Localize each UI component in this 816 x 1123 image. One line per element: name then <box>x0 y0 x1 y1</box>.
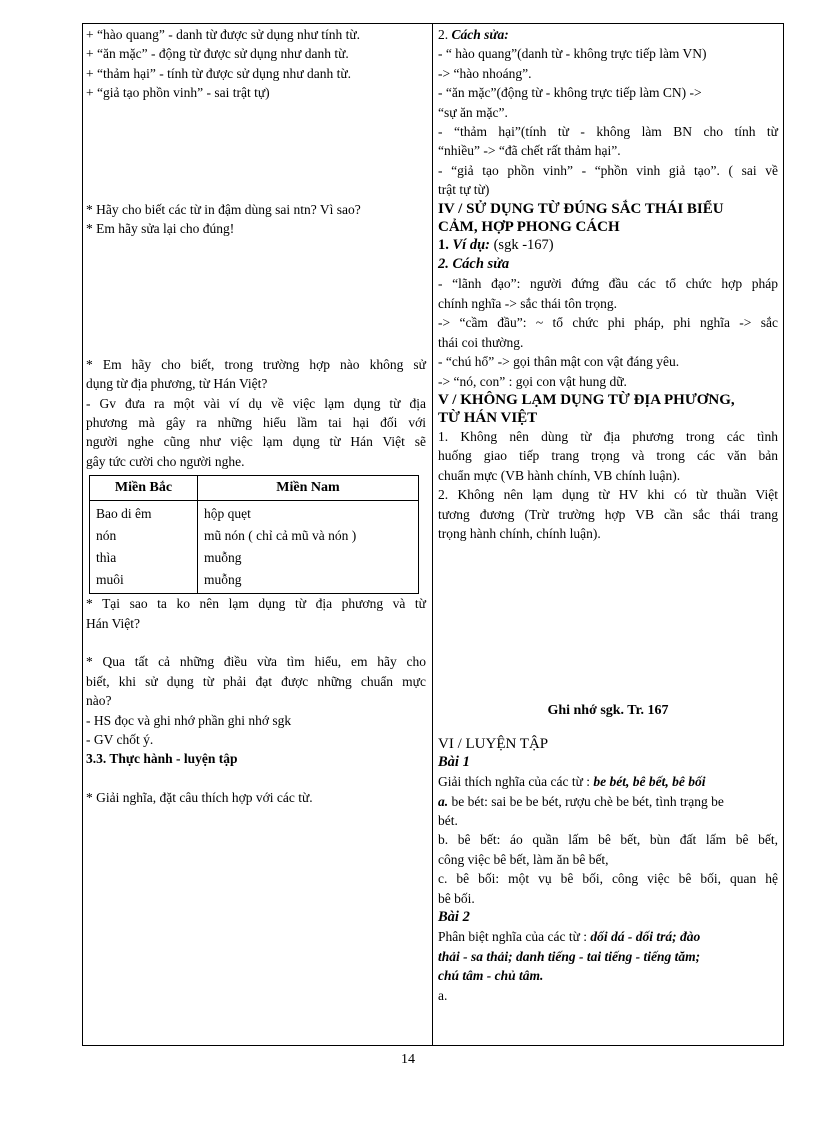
question: Hán Việt? <box>86 615 141 631</box>
item-c-line: bê bối. <box>438 890 475 906</box>
fix-title-2: 2. Cách sửa <box>438 256 510 273</box>
sec5-line: tương đương (Trừ trường hợp VB cần sắc thái trang <box>438 506 778 522</box>
example-label: Ví dụ: <box>452 236 490 253</box>
sec5-line: trọng hành chính, chính luận). <box>438 525 601 541</box>
gv-note: phương mà gây ra những hiểu lầm tai hại đối với <box>86 414 426 430</box>
sec4-line: -> “cầm đầu”: ~ tổ chức phi pháp, phi nghĩa -> sắc <box>438 315 778 331</box>
north-words <box>90 501 198 594</box>
item-a-label: a. <box>438 987 448 1003</box>
hs-note: - HS đọc và ghi nhớ phần ghi nhớ sgk <box>86 712 292 728</box>
example-ref: (sgk -167) <box>489 236 554 253</box>
item-b-line: b. bê bết: áo quần lấm bê bết, bùn đất lấm bê bết, <box>438 832 778 848</box>
question: biết, khi sử dụng từ phải đạt được những chuẩn mực <box>86 673 426 689</box>
memo-note: Ghi nhớ sgk. Tr. 167 <box>547 703 669 719</box>
fix-number: 2. <box>438 27 452 42</box>
page-number: 14 <box>401 1052 415 1067</box>
fix-line: - “thảm hại”(tính từ - không làm BN cho tính từ <box>438 124 778 140</box>
sec4-line: -> “nó, con” : gọi con vật hung dữ. <box>438 373 627 389</box>
question: * Em hãy cho biết, trong trường hợp nào không sử <box>86 356 426 372</box>
right-column <box>438 25 778 1005</box>
north-word: nón <box>96 528 117 544</box>
item-a-label: a. <box>438 793 449 809</box>
gv-note: - GV chốt ý. <box>86 732 154 747</box>
sec4-line: - “lãnh đạo”: người đứng đầu các tổ chức hợp pháp <box>438 276 778 292</box>
fix-line: - “ hào quang”(danh từ - không trực tiếp làm VN) <box>438 46 707 62</box>
south-word: muỗng <box>204 550 242 566</box>
exercise-2-prompt: Phân biệt nghĩa của các từ : <box>438 929 591 945</box>
sec5-line: chuẩn mực (VB hành chính, VB chính luận). <box>438 467 681 483</box>
fix-line: “sự ăn mặc”. <box>438 104 508 120</box>
table-header-south: Miền Nam <box>198 476 419 501</box>
note-line: + “hào quang” - danh từ được sử dụng như tính từ. <box>86 27 361 42</box>
south-word: hộp quẹt <box>204 506 251 522</box>
question: dụng từ địa phương, từ Hán Việt? <box>86 376 268 392</box>
question: nào? <box>86 693 112 709</box>
item-a-text: bét. <box>438 812 458 828</box>
sec5-line: 1. Không nên dùng từ địa phương trong các tình <box>438 428 778 444</box>
exercise-2-words: dối dá - dối trá; đào <box>590 929 701 945</box>
exercise-1-prompt: Giải thích nghĩa của các từ : <box>438 774 594 790</box>
sec5-line: 2. Không nên lạm dụng từ HV khi có từ thuần Việt <box>438 487 778 503</box>
section-heading-v: TỪ HÁN VIỆT <box>438 409 538 426</box>
gv-note: gây tức cười cho người nghe. <box>86 453 245 469</box>
exercise-2-words: chú tâm - chủ tâm. <box>438 968 544 984</box>
fix-line: -> “hào nhoáng”. <box>438 65 532 81</box>
exercise-2-title: Bài 2 <box>438 909 470 925</box>
note-line: + “thảm hại” - tính từ được sử dụng như danh từ. <box>86 65 352 81</box>
sec5-line: huống giao tiếp trang trọng và trong các văn bản <box>438 448 778 464</box>
fix-line: - “ăn mặc”(động từ - không trực tiếp làm CN) -> <box>438 85 702 101</box>
exercise-1-title: Bài 1 <box>438 753 470 770</box>
item-a-text: be bét: sai be be bét, rượu chè be bét, tình trạng be <box>448 793 724 809</box>
section-heading-vi: VI / LUYỆN TẬP <box>438 735 549 752</box>
section-title: 3.3. Thực hành - luyện tập <box>86 751 238 767</box>
gv-note: - Gv đưa ra một vài ví dụ về việc lạm dụng từ địa <box>86 395 426 411</box>
question: * Hãy cho biết các từ in đậm dùng sai ntn? Vì sao? <box>86 201 361 217</box>
fix-line: “nhiều” -> “đã chết rất thảm hại”. <box>438 143 621 159</box>
north-word: muôi <box>96 572 124 588</box>
column-divider <box>432 23 433 1046</box>
table-header-north: Miền Bắc <box>90 476 198 501</box>
gv-note: người nghe cũng như việc lạm dụng từ Hán Việt sẽ <box>86 434 426 450</box>
note-line: + “ăn mặc” - động từ được sử dụng như danh từ. <box>86 46 349 62</box>
fix-line: trật tự từ) <box>438 182 490 198</box>
north-word: thìa <box>96 550 117 566</box>
question: * Em hãy sửa lại cho đúng! <box>86 220 235 236</box>
question: * Tại sao ta ko nên lạm dụng từ địa phương và từ <box>86 596 426 612</box>
exercise-1-words: be bét, bê bết, bê bối <box>593 774 706 790</box>
item-c-line: c. bê bối: một vụ bê bối, công việc bê bối, quan hệ <box>438 871 778 887</box>
section-heading-v: V / KHÔNG LẠM DỤNG TỪ ĐỊA PHƯƠNG, <box>438 391 735 408</box>
dialect-table <box>89 475 419 594</box>
south-words <box>198 501 419 594</box>
section-heading-iv: IV / SỬ DỤNG TỪ ĐÚNG SẮC THÁI BIỂU <box>438 200 724 217</box>
exercise-2-words: thải - sa thải; danh tiếng - tai tiếng - tiếng tăm; <box>438 948 701 964</box>
north-word: Bao di êm <box>96 506 152 522</box>
south-word: mũ nón ( chỉ cả mũ và nón ) <box>204 528 357 544</box>
section-heading-iv: CẢM, HỢP PHONG CÁCH <box>438 218 620 235</box>
sec4-line: chính nghĩa -> sắc thái tôn trọng. <box>438 295 617 311</box>
sec4-line: - “chú hổ” -> gọi thân mật con vật đáng yêu. <box>438 354 680 370</box>
fix-title: Cách sửa: <box>451 27 509 42</box>
fix-line: - “giả tạo phồn vinh” - “phồn vinh giả tạo”. ( sai về <box>438 162 778 178</box>
note-line: + “giả tạo phồn vinh” - sai trật tự) <box>86 85 270 101</box>
item-b-line: công việc bê bết, làm ăn bê bết, <box>438 851 609 867</box>
question: * Qua tất cả những điều vừa tìm hiểu, em hãy cho <box>86 654 426 670</box>
sec4-line: thái coi thường. <box>438 334 524 350</box>
question: * Giải nghĩa, đặt câu thích hợp với các từ. <box>86 790 313 806</box>
example-number: 1. <box>438 236 453 253</box>
left-column <box>86 25 426 808</box>
south-word: muỗng <box>204 572 242 588</box>
